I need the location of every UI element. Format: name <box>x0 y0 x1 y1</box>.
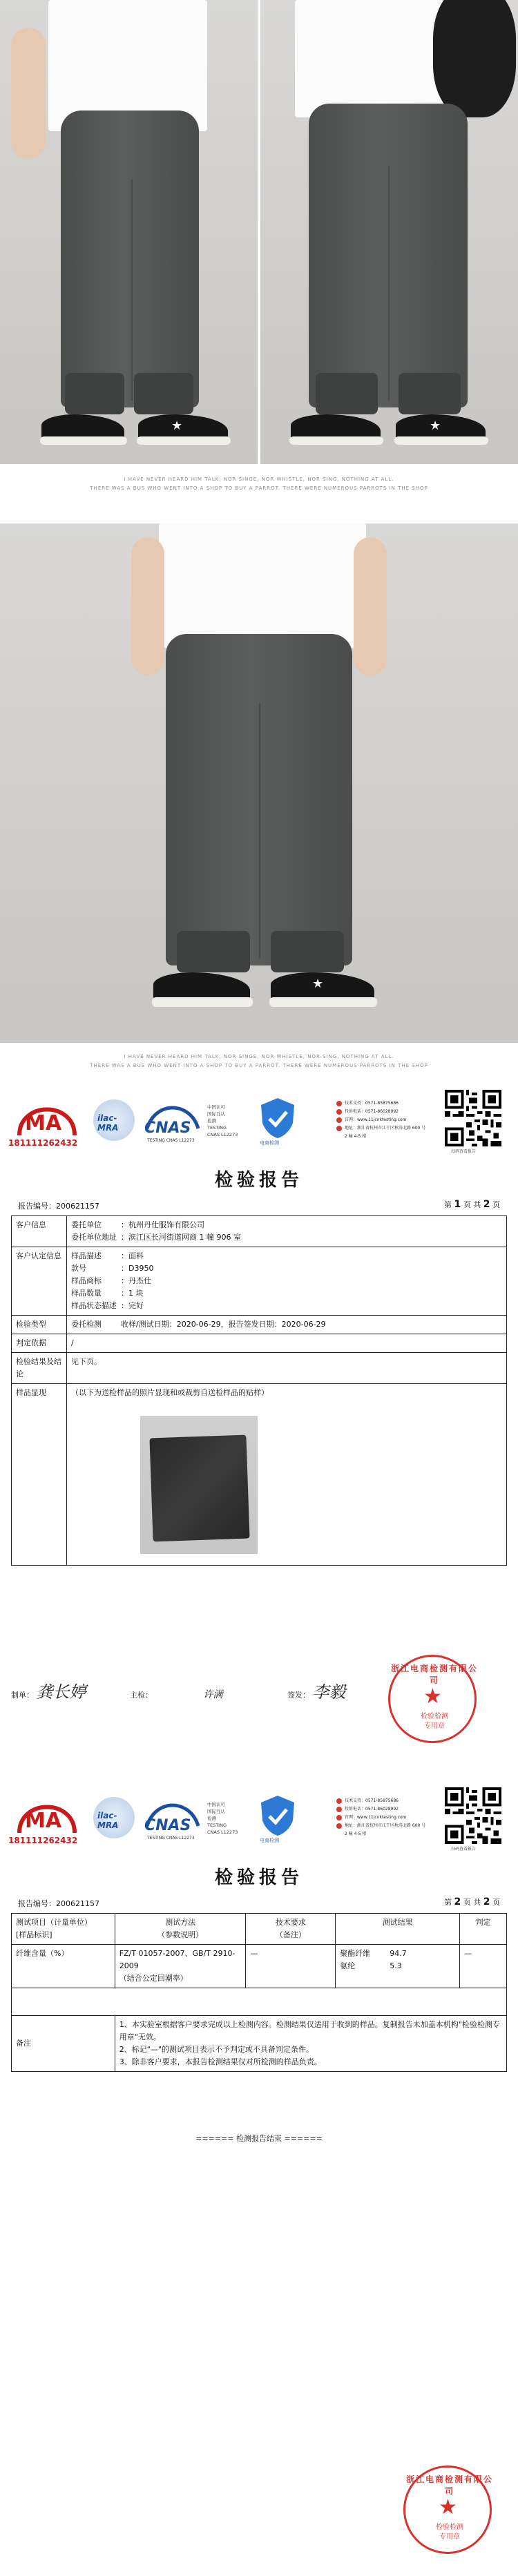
table-row <box>12 1384 507 1566</box>
column-header: 测试项目（计量单位） [样品标识] <box>12 1914 115 1945</box>
empty-row <box>12 1988 507 2016</box>
ilac-mra-logo-icon <box>93 1099 135 1141</box>
seal-star-icon: ★ <box>439 2495 457 2519</box>
column-header: 测试方法 （参数说明） <box>115 1914 246 1945</box>
cma-number: 181111262432 <box>8 1138 78 1148</box>
contact-line <box>336 1822 425 1830</box>
report-number <box>18 1200 99 1211</box>
sample-state-line <box>71 1300 502 1312</box>
location-icon <box>336 1126 342 1131</box>
fiber-value: 5.3 <box>390 1961 402 1970</box>
seal-line: 检验检测 <box>436 2524 463 2531</box>
contact-line <box>336 1830 425 1838</box>
pants-cuff <box>177 931 250 972</box>
sample-model-label: 款号 <box>71 1264 86 1273</box>
test-type-cell <box>67 1316 507 1334</box>
notes-cell <box>115 2016 506 2072</box>
seal-text: 浙江电商检测有限公司 <box>390 1664 478 1685</box>
page-label: 第 <box>444 1898 452 1907</box>
sample-state-label: 样品状态描述 <box>71 1301 117 1310</box>
product-photo-row <box>0 0 518 464</box>
globe-icon <box>336 1117 342 1123</box>
page-indicator <box>444 1896 500 1907</box>
table-row <box>12 1988 507 2016</box>
contact-text: 2 幢 4-5 楼 <box>345 1134 367 1139</box>
shield-check-icon <box>257 1793 298 1838</box>
pants-cuff <box>134 373 193 414</box>
test-item: 纤维含量（%） <box>12 1945 115 1988</box>
product-photo-bag <box>260 0 518 464</box>
shield-caption: 电商检测 <box>260 1838 279 1843</box>
phone-icon <box>336 1109 342 1115</box>
cnas-sub: TESTING CNAS L12273 <box>147 1836 195 1840</box>
sample-qty-label: 样品数量 <box>71 1289 102 1298</box>
cnas-text: 中国认可 国际互认 检测 TESTING CNAS L12273 <box>207 1802 238 1835</box>
contact-line <box>336 1116 425 1124</box>
contact-line <box>336 1099 425 1108</box>
sample-fabric-photo <box>140 1416 258 1554</box>
pants-cuff <box>271 931 344 972</box>
sample-desc-label: 样品描述 <box>71 1251 102 1260</box>
sample-model-line <box>71 1262 502 1275</box>
sneaker-sole <box>40 436 127 445</box>
phone-icon <box>336 1798 342 1804</box>
sample-state: ：完好 <box>121 1301 144 1310</box>
sample-brand: ：丹杰仕 <box>121 1276 151 1285</box>
page-label: 第 <box>444 1200 452 1209</box>
report-info-table <box>11 1215 507 1566</box>
test-type: 委托检测 <box>71 1320 102 1329</box>
table-row <box>12 1334 507 1353</box>
qr-caption: 扫码查看报告 <box>451 1847 477 1852</box>
sneaker-sole <box>152 997 253 1007</box>
ilac-mra-logo-icon <box>93 1797 135 1838</box>
contact-line <box>336 1805 425 1814</box>
contact-text: 官网：www.11jcnktesting.com <box>345 1815 407 1820</box>
result-line <box>340 1948 455 1960</box>
cma-logo-icon <box>12 1094 81 1142</box>
issuer-label: 签发： <box>287 1691 310 1700</box>
cert-logo-bar <box>0 1782 518 1865</box>
page-label: 页 <box>492 1200 500 1209</box>
page-label: 页 共 <box>463 1898 481 1907</box>
table-row <box>12 1247 507 1316</box>
page-current: 2 <box>454 1896 461 1907</box>
product-photo-front-pocket <box>0 0 258 464</box>
contact-text: 2 幢 4-5 楼 <box>345 1832 367 1836</box>
seal-subtext <box>405 2523 494 2542</box>
result-text: 见下页。 <box>67 1353 507 1384</box>
fiber-name: 氨纶 <box>340 1961 356 1970</box>
pants-cuff <box>65 373 124 414</box>
sample-photo-cell <box>67 1384 507 1566</box>
contact-line <box>336 1133 425 1141</box>
result-label: 检验结果及结论 <box>12 1353 67 1384</box>
column-header: 技术要求 （备注） <box>246 1914 336 1945</box>
table-row <box>12 1945 507 1988</box>
company-seal-stamp <box>403 2466 492 2554</box>
page-label: 页 <box>492 1898 500 1907</box>
report-number-value: 200621157 <box>56 1899 99 1908</box>
preparer-label: 制单： <box>11 1691 34 1700</box>
sample-photo-note: （以下为送检样品的照片显现和或裁剪自送检样品的贴样） <box>71 1388 269 1397</box>
shield-check-icon <box>257 1095 298 1141</box>
sample-qty-line <box>71 1287 502 1300</box>
contact-text: 投诉电话：0571-86028992 <box>345 1109 399 1114</box>
star-icon: ★ <box>171 419 183 433</box>
pants-seam <box>131 180 133 401</box>
table-header-row <box>12 1914 507 1945</box>
client-info-label: 客户信息 <box>12 1216 67 1247</box>
test-method: FZ/T 01057-2007、GB/T 2910-2009 （结合公定回潮率） <box>115 1945 246 1988</box>
report-number-value: 200621157 <box>56 1202 99 1211</box>
pants-cuff <box>399 373 461 414</box>
report-number-label: 报告编号： <box>18 1202 56 1211</box>
client-info-cell <box>67 1216 507 1247</box>
qr-code-icon <box>445 1787 501 1844</box>
contact-line <box>336 1797 425 1805</box>
cert-logo-bar <box>0 1084 518 1167</box>
contact-info <box>336 1099 425 1141</box>
client-name: ：杭州丹仕服饰有限公司 <box>121 1220 204 1229</box>
sample-qty: ：1 块 <box>121 1289 144 1298</box>
client-addr-label: 委托单位地址 <box>71 1233 117 1242</box>
svg-text:MA: MA <box>25 1809 62 1833</box>
table-row <box>12 1316 507 1334</box>
white-tshirt <box>159 523 366 648</box>
phone-icon <box>336 1101 342 1106</box>
grey-pants <box>61 110 199 407</box>
client-name-line <box>71 1219 502 1231</box>
qr-code-icon <box>445 1090 501 1146</box>
contact-info <box>336 1797 425 1838</box>
note-item: 1、本实验室根据客户要求完成以上检测内容。检测结果仅适用于收到的样品。复制报告未加盖本机构"检验检测专用章"无效。 <box>119 2020 500 2041</box>
sample-desc-line <box>71 1250 502 1262</box>
model-arm <box>131 537 164 675</box>
sample-info-label: 客户认定信息 <box>12 1247 67 1316</box>
contact-line <box>336 1108 425 1116</box>
contact-text: 技术支持：0571-85875686 <box>345 1798 399 1803</box>
note-item: 3、除非客户要求，本报告检测结果仅对所检测的样品负责。 <box>119 2057 322 2066</box>
star-icon: ★ <box>430 419 441 433</box>
page-label: 页 共 <box>463 1200 481 1209</box>
seal-text: 浙江电商检测有限公司 <box>405 2474 493 2496</box>
table-row <box>12 1216 507 1247</box>
cnas-label: CNAS <box>144 1817 191 1834</box>
cma-number: 181111262432 <box>8 1836 78 1845</box>
signature-row <box>11 1678 346 1702</box>
sample-brand-line <box>71 1275 502 1287</box>
fiber-name: 聚酯纤维 <box>340 1949 371 1958</box>
product-photo-full <box>0 523 518 1043</box>
test-requirement: — <box>246 1945 336 1988</box>
column-header: 测试结果 <box>336 1914 460 1945</box>
test-results-table <box>11 1913 507 2072</box>
contact-text: 地址：浙江省杭州市江干区秋涛北路 600 号 <box>345 1126 426 1131</box>
inspection-report-page-1 <box>0 1084 518 1775</box>
report-number-label: 报告编号： <box>18 1899 56 1908</box>
photo-caption: I HAVE NEVER HEARD HIM TALK, NOR SINGE, NOR WHISTLE, NOR SING, NOTHING AT ALL. THERE WAS A BUS WHO WENT INTO A SHOP TO BUY A PARROT. THERE WERE NUMEROUS PARROTS IN THE SHOP <box>90 1054 428 1068</box>
notes-label: 备注 <box>12 2016 115 2072</box>
company-seal-stamp <box>388 1655 477 1743</box>
test-type-label: 检验类型 <box>12 1316 67 1334</box>
pants-seam <box>259 703 260 959</box>
fabric-swatch <box>149 1435 249 1542</box>
seal-line: 专用章 <box>439 2533 460 2541</box>
column-header: 判定 <box>460 1914 507 1945</box>
report-title: 检验报告 <box>214 1170 303 1191</box>
globe-icon <box>336 1815 342 1820</box>
report-title: 检验报告 <box>214 1867 303 1888</box>
pants-cuff <box>316 373 378 414</box>
seal-line: 检验检测 <box>421 1713 448 1720</box>
test-result <box>336 1945 460 1988</box>
page-total: 2 <box>483 1199 490 1210</box>
qr-caption: 扫码查看报告 <box>451 1149 477 1154</box>
fiber-value: 94.7 <box>390 1949 407 1958</box>
contact-line <box>336 1124 425 1133</box>
cnas-sub: TESTING CNAS L12273 <box>147 1138 195 1143</box>
report-end-marker: ====== 检测报告结束 ====== <box>195 2134 323 2143</box>
cnas-logo-icon <box>142 1794 204 1840</box>
sample-model: ：D3950 <box>121 1264 154 1273</box>
contact-text: 地址：浙江省杭州市江干区秋涛北路 600 号 <box>345 1823 426 1828</box>
seal-star-icon: ★ <box>423 1684 442 1709</box>
result-line <box>340 1960 455 1972</box>
pants-seam <box>388 166 390 401</box>
ilac-label: ilac-MRA <box>97 1811 119 1830</box>
client-addr: ：滨江区长河街道网商 1 幢 906 室 <box>121 1233 241 1242</box>
sample-desc: ：面料 <box>121 1251 144 1260</box>
model-arm <box>11 28 46 159</box>
star-icon: ★ <box>312 977 324 991</box>
sample-photo-label: 样品显现 <box>12 1384 67 1566</box>
test-dates: 收样/测试日期：2020-06-29，报告签发日期：2020-06-29 <box>121 1320 326 1329</box>
sample-brand-label: 样品商标 <box>71 1276 102 1285</box>
report-number <box>18 1898 99 1909</box>
table-row <box>12 1353 507 1384</box>
page-indicator <box>444 1199 500 1210</box>
seal-subtext <box>390 1712 479 1731</box>
preparer-signature: 龚长婷 <box>36 1682 86 1702</box>
judge-basis-label: 判定依据 <box>12 1334 67 1353</box>
seal-line: 专用章 <box>424 1722 445 1730</box>
sample-info-cell <box>67 1247 507 1316</box>
cma-logo-icon <box>12 1791 81 1840</box>
test-judgement: — <box>460 1945 507 1988</box>
inspector-label: 主检： <box>130 1691 153 1700</box>
judge-basis: / <box>67 1334 507 1353</box>
svg-text:MA: MA <box>25 1111 62 1135</box>
cnas-label: CNAS <box>144 1119 191 1137</box>
contact-text: 官网：www.11jcnktesting.com <box>345 1117 407 1122</box>
inspection-report-page-2 <box>0 1782 518 2576</box>
page-current: 1 <box>454 1199 461 1210</box>
sneaker-sole <box>394 436 488 445</box>
location-icon <box>336 1823 342 1829</box>
table-row <box>12 2016 507 2072</box>
page-total: 2 <box>483 1896 490 1907</box>
client-name-label: 委托单位 <box>71 1220 102 1229</box>
note-item: 2、标记"—"的测试项目表示不予判定或不具备判定条件。 <box>119 2045 314 2054</box>
model-arm <box>354 537 387 675</box>
cnas-text: 中国认可 国际互认 检测 TESTING CNAS L12273 <box>207 1104 238 1137</box>
issuer-signature: 李毅 <box>312 1682 346 1702</box>
sneaker-sole <box>137 436 231 445</box>
sneaker-sole <box>269 997 377 1007</box>
sneaker-sole <box>289 436 383 445</box>
photo-caption: I HAVE NEVER HEARD HIM TALK, NOR SINGE, NOR WHISTLE, NOR SING, NOTHING AT ALL. THERE WAS A BUS WHO WENT INTO A SHOP TO BUY A PARROT. THERE WERE NUMEROUS PARROTS IN THE SHOP <box>90 477 428 491</box>
client-addr-line <box>71 1231 502 1244</box>
black-bag <box>433 0 516 117</box>
phone-icon <box>336 1807 342 1812</box>
contact-line <box>336 1814 425 1822</box>
cnas-logo-icon <box>142 1097 204 1142</box>
contact-text: 投诉电话：0571-86028992 <box>345 1807 399 1811</box>
inspector-signature: 许满 <box>203 1689 223 1700</box>
shield-caption: 电商检测 <box>260 1140 279 1146</box>
contact-text: 技术支持：0571-85875686 <box>345 1101 399 1106</box>
ilac-label: ilac-MRA <box>97 1113 119 1133</box>
